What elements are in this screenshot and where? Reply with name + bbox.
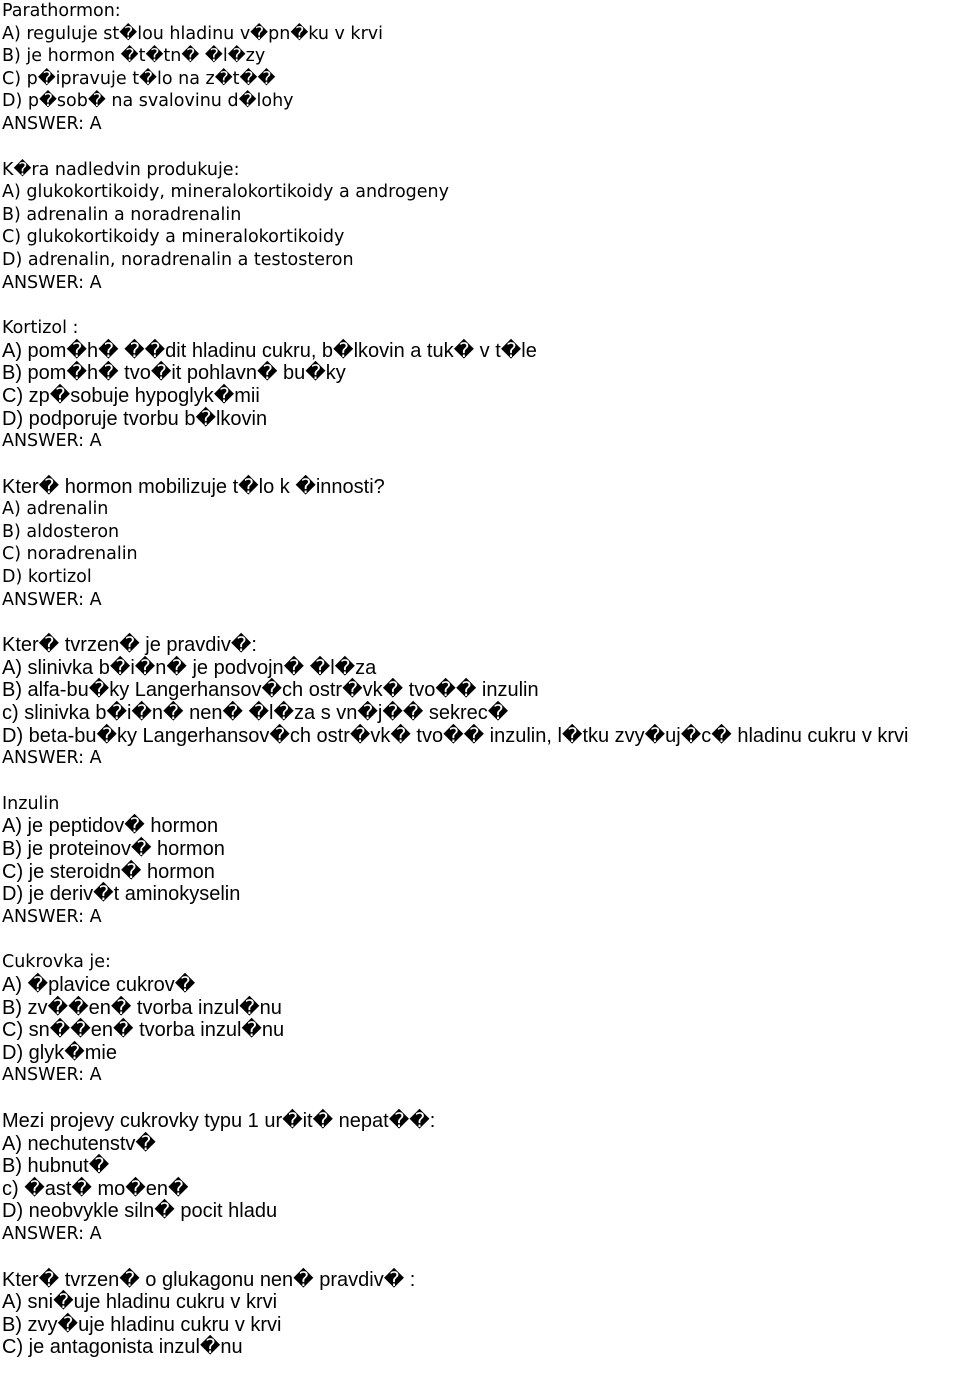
answer-option: C) je antagonista inzul�nu [2,1336,243,1359]
question-block [2,0,958,136]
question-block [2,634,958,770]
answer-option: B) je hormon �t�tn� �l�zy [2,46,266,67]
document [2,0,958,1382]
question-text: Mezi projevy cukrovky typu 1 ur�it� nepat��: [2,1109,436,1132]
question-text: Parathormon: [2,1,121,21]
answer-option: D) podporuje tvorbu b�lkovin [2,407,268,430]
answer-option: B) zv��en� tvorba inzul�nu [2,996,282,1019]
question-text: Kter� tvrzen� je pravdiv�: [2,634,257,657]
answer-option: A) adrenalin [2,499,109,520]
answer-option: A) glukokortikoidy, mineralokortikoidy a androgeny [2,182,449,203]
answer-option: D) p�sob� na svalovinu d�lohy [2,91,294,112]
question-block [2,951,958,1087]
answer-key: ANSWER: A [2,1065,102,1086]
answer-option: C) je steroidn� hormon [2,860,215,883]
answer-option: B) je proteinov� hormon [2,838,225,860]
question-block [2,793,958,929]
answer-option: D) je deriv�t aminokyselin [2,883,241,906]
answer-key: ANSWER: A [2,272,102,293]
answer-key: ANSWER: A [2,748,102,769]
answer-option: c) �ast� mo�en� [2,1177,189,1200]
question-text: K�ra nadledvin produkuje: [2,159,240,180]
question-text: Kter� tvrzen� o glukagonu nen� pravdiv� : [2,1268,416,1291]
question-block [2,1269,958,1359]
answer-option: A) nechutenstv� [2,1132,156,1155]
answer-key: ANSWER: A [2,113,102,134]
answer-option: B) pom�h� tvo�it pohlavn� bu�ky [2,362,346,385]
answer-option: A) sni�uje hladinu cukru v krvi [2,1291,278,1314]
answer-option: c) slinivka b�i�n� nen� �l�za s vn�j�� sekrec� [2,702,509,725]
answer-option: C) glukokortikoidy a mineralokortikoidy [2,227,345,248]
answer-option: C) zp�sobuje hypoglyk�mii [2,384,260,407]
question-text: Inzulin [2,793,60,814]
answer-option: A) �plavice cukrov� [2,973,196,996]
answer-option: D) adrenalin, noradrenalin a testosteron [2,249,354,270]
answer-key: ANSWER: A [2,1223,102,1244]
answer-option: A) pom�h� ��dit hladinu cukru, b�lkovin a tuk� v t�le [2,339,537,362]
answer-option: D) beta-bu�ky Langerhansov�ch ostr�vk� tvo�� inzulin, l�tku zvy�uj�c� hladinu cukru v krvi [2,724,909,747]
question-text: Kter� hormon mobilizuje t�lo k �innosti? [2,475,385,498]
answer-option: B) zvy�uje hladinu cukru v krvi [2,1313,282,1336]
answer-option: D) glyk�mie [2,1041,117,1064]
answer-option: D) kortizol [2,567,92,588]
answer-option: B) alfa-bu�ky Langerhansov�ch ostr�vk� tvo�� inzulin [2,679,539,702]
answer-option: A) slinivka b�i�n� je podvojn� �l�za [2,656,377,679]
answer-option: B) adrenalin a noradrenalin [2,204,242,225]
answer-key: ANSWER: A [2,431,102,452]
answer-option: B) aldosteron [2,521,120,542]
question-block [2,159,958,295]
question-text: Cukrovka je: [2,952,111,973]
question-block [2,1110,958,1246]
question-text: Kortizol : [2,318,79,339]
answer-key: ANSWER: A [2,906,102,927]
question-block [2,476,958,612]
answer-option: A) reguluje st�lou hladinu v�pn�ku v krvi [2,23,383,44]
question-block [2,317,958,453]
answer-key: ANSWER: A [2,589,102,610]
answer-option: C) p�ipravuje t�lo na z�t�� [2,68,276,89]
answer-option: B) hubnut� [2,1155,110,1178]
answer-option: C) noradrenalin [2,544,138,565]
answer-option: A) je peptidov� hormon [2,815,219,838]
answer-option: C) sn��en� tvorba inzul�nu [2,1019,285,1042]
answer-option: D) neobvykle siln� pocit hladu [2,1200,278,1223]
